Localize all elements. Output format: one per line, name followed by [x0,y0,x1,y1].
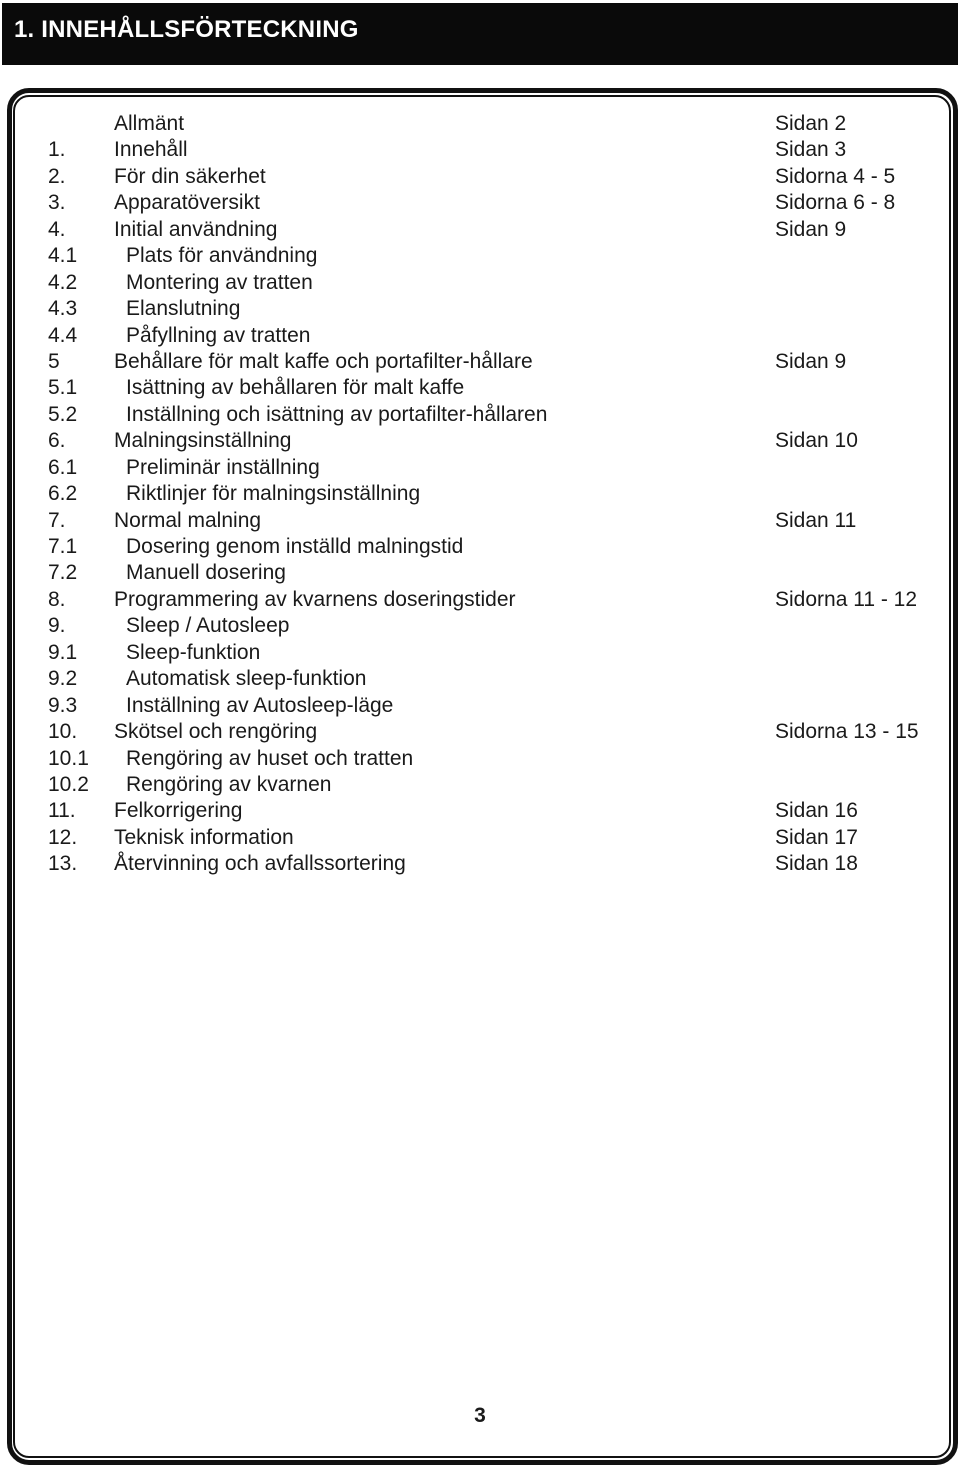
toc-entry [0,217,960,243]
toc-entry [0,402,960,428]
toc-entry-title: Dosering genom inställd malningstid [126,535,464,558]
toc-entry [0,798,960,824]
toc-entry-number: 6.1 [48,455,78,479]
toc-entry-title: Preliminär inställning [126,455,320,479]
toc-entry [0,851,960,877]
toc-entry-title: Elanslutning [126,297,241,321]
toc-entry [0,455,960,481]
toc-entry-number: 4.4 [48,323,78,347]
toc-entry [0,349,960,375]
toc-entry-page: Sidorna 13 - 15 [775,720,919,744]
toc-entry [0,640,960,666]
toc-entry-title: Montering av tratten [126,270,313,294]
toc-entry [0,375,960,401]
toc-entry [0,190,960,216]
toc-entry-number: 4.1 [48,244,78,268]
toc-entry [0,587,960,613]
toc-entry [0,772,960,798]
toc-entry-title: Riktlinjer för malningsinställning [126,482,421,506]
toc-entry-number: 2. [48,164,66,188]
toc-entry-number: 10.2 [48,772,89,796]
toc-entry [0,323,960,349]
toc-entry-title: Påfyllning av tratten [126,323,311,347]
toc-entry-title: Teknisk information [114,825,294,849]
page-number: 3 [474,1404,486,1427]
toc-entry [0,719,960,745]
table-of-contents [0,111,960,878]
toc-entry-title: Manuell dosering [126,561,286,585]
section-header-bar [2,3,958,65]
toc-entry-number: 9.1 [48,640,78,664]
toc-entry-number: 5.1 [48,376,78,400]
toc-entry-page: Sidan 2 [775,112,847,135]
toc-entry-number: 12. [48,825,78,849]
toc-entry [0,666,960,692]
toc-entry-number: 5.2 [48,402,78,426]
toc-entry [0,508,960,534]
toc-entry-title: Innehåll [114,138,188,162]
toc-entry-number: 6.2 [48,482,78,506]
page-title: 1. INNEHÅLLSFÖRTECKNING [14,16,359,43]
toc-entry [0,693,960,719]
toc-entry-page: Sidan 9 [775,349,847,373]
toc-entry-number: 6. [48,429,66,453]
toc-entry-page: Sidan 17 [775,825,858,849]
toc-entry-title: Inställning av Autosleep-läge [126,693,394,717]
toc-entry-title: Inställning och isättning av portafilter-hållaren [126,402,548,426]
toc-entry [0,243,960,269]
toc-entry-number: 1. [48,138,66,162]
toc-entry-title: Rengöring av kvarnen [126,772,332,796]
toc-entry-number: 4. [48,217,66,241]
toc-entry-title: Sleep-funktion [126,640,261,664]
toc-entry-title: Rengöring av huset och tratten [126,746,414,770]
toc-entry-page: Sidan 18 [775,852,858,876]
toc-entry [0,534,960,560]
toc-entry-number: 3. [48,191,66,215]
toc-entry-title: Felkorrigering [114,799,243,823]
toc-entry [0,270,960,296]
toc-entry-page: Sidan 10 [775,429,858,453]
toc-entry-title: Apparatöversikt [114,191,260,215]
toc-entry [0,111,960,137]
toc-entry-title: Behållare för malt kaffe och portafilter-hållare [114,349,533,373]
toc-entry-page: Sidorna 6 - 8 [775,191,896,215]
toc-entry-page: Sidan 16 [775,799,858,823]
toc-entry-number: 9.3 [48,693,78,717]
toc-entry [0,481,960,507]
toc-entry-number: 7. [48,508,66,532]
toc-entry-title: Plats för användning [126,244,318,268]
toc-entry-number: 13. [48,852,78,876]
toc-entry-number: 11. [48,799,76,823]
toc-entry-number: 8. [48,587,66,611]
toc-entry [0,746,960,772]
toc-entry-number: 10.1 [48,746,89,770]
toc-entry-number: 4.3 [48,297,78,321]
toc-entry-title: Allmänt [114,112,185,135]
toc-entry-number: 4.2 [48,270,78,294]
toc-entry-page: Sidorna 4 - 5 [775,164,896,188]
toc-entry-title: Malningsinställning [114,429,292,453]
toc-entry-title: För din säkerhet [114,164,266,188]
toc-entry-number: 9.2 [48,667,78,691]
toc-entry [0,137,960,163]
toc-entry-number: 7.1 [48,535,78,558]
toc-entry [0,825,960,851]
toc-entry-number: 9. [48,614,66,638]
toc-entry-page: Sidan 3 [775,138,847,162]
toc-entry-page: Sidorna 11 - 12 [775,587,918,611]
toc-entry-number: 10. [48,720,78,744]
toc-entry-page: Sidan 11 [775,508,857,532]
toc-entry [0,296,960,322]
toc-entry [0,164,960,190]
toc-entry-title: Återvinning och avfallssortering [114,852,406,876]
toc-entry-title: Initial användning [114,217,278,241]
toc-entry-number: 5 [48,349,60,373]
toc-entry-title: Programmering av kvarnens doseringstider [114,587,516,611]
toc-entry-title: Isättning av behållaren för malt kaffe [126,376,465,400]
toc-entry-number: 7.2 [48,561,78,585]
toc-entry-title: Sleep / Autosleep [126,614,290,638]
toc-entry [0,613,960,639]
toc-entry-title: Normal malning [114,508,262,532]
toc-entry [0,428,960,454]
toc-entry-title: Automatisk sleep-funktion [126,667,367,691]
toc-entry-page: Sidan 9 [775,217,847,241]
toc-entry [0,560,960,586]
toc-entry-title: Skötsel och rengöring [114,720,318,744]
